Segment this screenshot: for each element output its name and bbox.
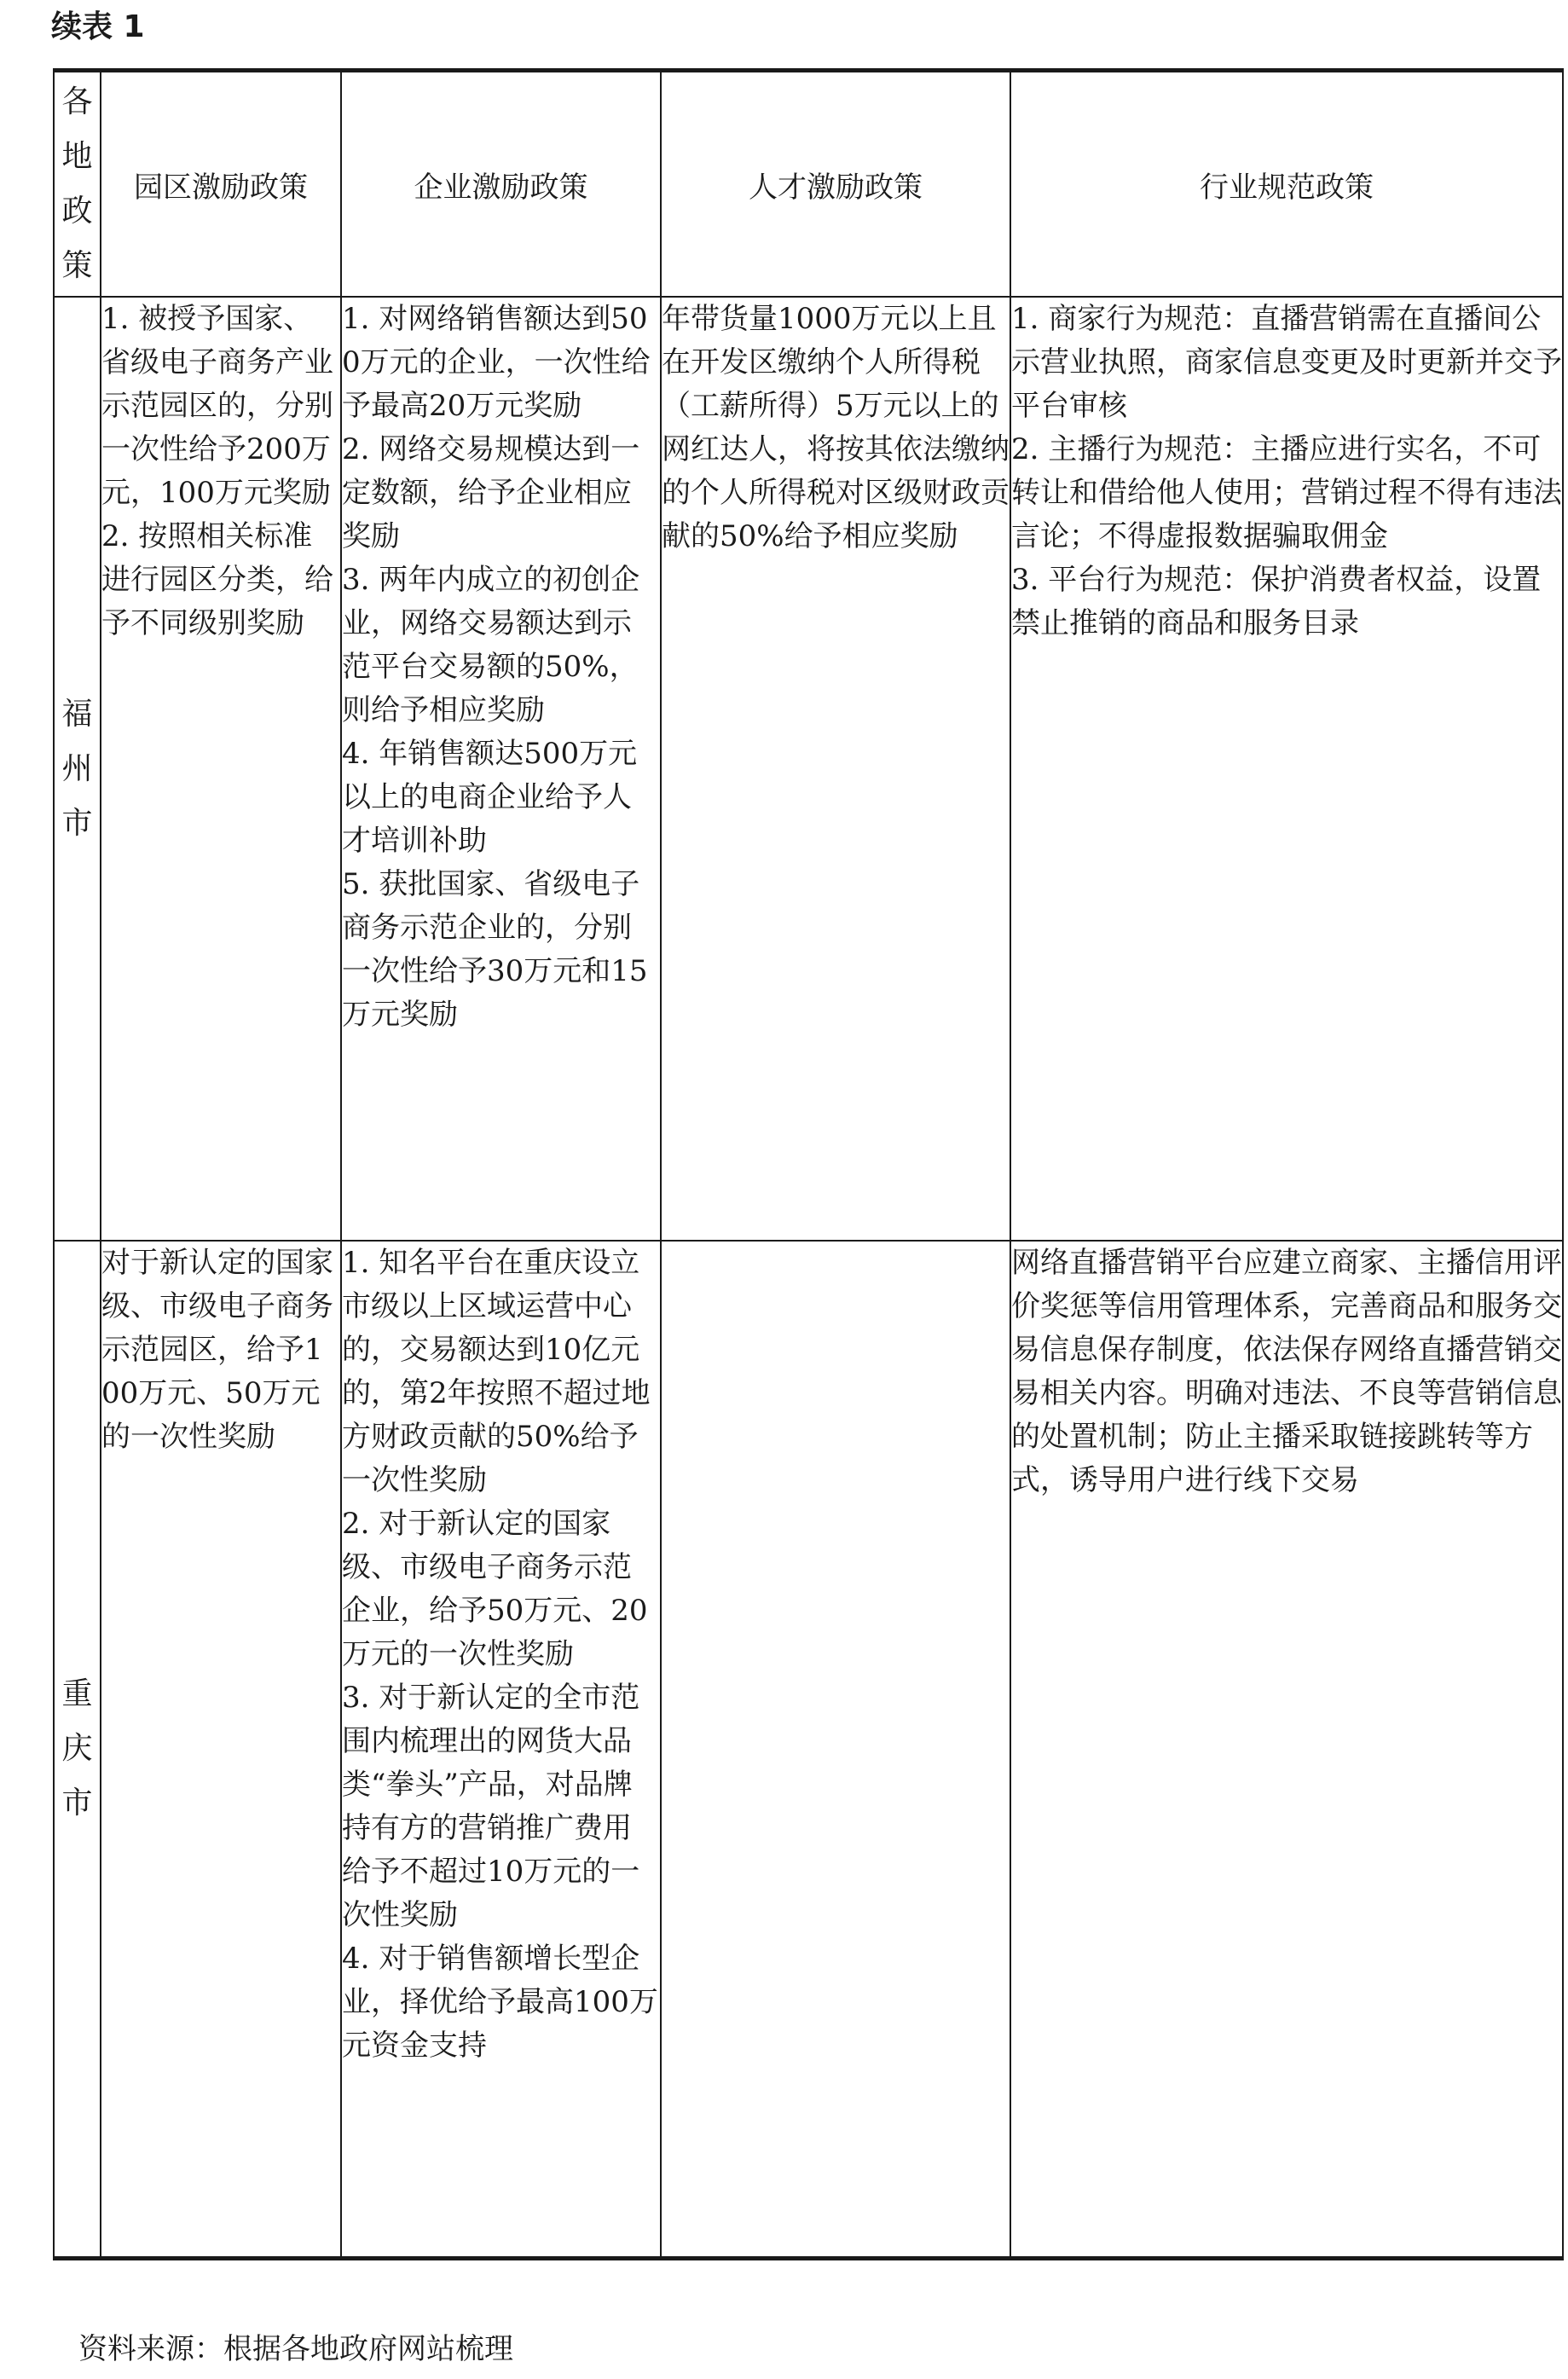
industry-policy-cell <box>1010 1241 1563 2259</box>
policy-item: 1. 知名平台在重庆设立市级以上区域运营中心的，交易额达到10亿元的，第2年按照不超过地方财政贡献的50%给予一次性奖励 <box>342 1246 651 1497</box>
header-region-policy: 各地政策 <box>54 71 101 298</box>
policy-item: 1. 被授予国家、省级电子商务产业示范园区的，分别一次性给予200万元，100万元奖励 <box>101 302 333 510</box>
park-policy-cell <box>101 297 341 1241</box>
header-talent-policy: 人才激励政策 <box>661 71 1010 298</box>
policy-item: 3. 两年内成立的初创企业，网络交易额达到示范平台交易额的50%，则给予相应奖励 <box>342 563 640 727</box>
header-enterprise-policy: 企业激励政策 <box>341 71 661 298</box>
policy-item: 3. 对于新认定的全市范围内梳理出的网货大品类“拳头”产品，对品牌持有方的营销推广费用给予不超过10万元的一次性奖励 <box>342 1681 640 1932</box>
table-row-chongqing <box>54 1241 1563 2259</box>
policy-item: 2. 对于新认定的国家级、市级电子商务示范企业，给予50万元、20万元的一次性奖励 <box>342 1507 648 1671</box>
policy-table <box>53 68 1564 2260</box>
header-industry-policy: 行业规范政策 <box>1010 71 1563 298</box>
talent-policy-cell <box>661 1241 1010 2259</box>
city-cell: 重庆市 <box>54 1241 101 2259</box>
enterprise-policy-cell <box>341 297 661 1241</box>
city-cell: 福州市 <box>54 297 101 1241</box>
policy-item: 3. 平台行为规范：保护消费者权益，设置禁止推销的商品和服务目录 <box>1011 563 1542 640</box>
header-row <box>54 71 1563 298</box>
policy-item: 年带货量1000万元以上且在开发区缴纳个人所得税（工薪所得）5万元以上的网红达人，将按其依法缴纳的个人所得税对区级财政贡献的50%给予相应奖励 <box>662 302 1010 553</box>
policy-item: 2. 按照相关标准进行园区分类，给予不同级别奖励 <box>101 519 333 640</box>
policy-item: 网络直播营销平台应建立商家、主播信用评价奖惩等信用管理体系，完善商品和服务交易信息保存制度，依法保存网络直播营销交易相关内容。明确对违法、不良等营销信息的处置机制；防止主播采取链接跳转等方式，诱导用户进行线下交易 <box>1011 1246 1562 1497</box>
policy-item: 2. 网络交易规模达到一定数额，给予企业相应奖励 <box>342 432 640 553</box>
park-policy-cell <box>101 1241 341 2259</box>
industry-policy-cell <box>1010 297 1563 1241</box>
table-row-fuzhou <box>54 297 1563 1241</box>
header-park-policy: 园区激励政策 <box>101 71 341 298</box>
talent-policy-cell <box>661 297 1010 1241</box>
policy-item: 5. 获批国家、省级电子商务示范企业的，分别一次性给予30万元和15万元奖励 <box>342 867 648 1032</box>
table-caption: 续表 1 <box>51 9 145 44</box>
policy-item: 对于新认定的国家级、市级电子商务示范园区，给予100万元、50万元的一次性奖励 <box>101 1246 333 1454</box>
policy-item: 2. 主播行为规范：主播应进行实名，不可转让和借给他人使用；营销过程不得有违法言论；不得虚报数据骗取佣金 <box>1011 432 1562 553</box>
policy-item: 4. 年销售额达500万元以上的电商企业给予人才培训补助 <box>342 737 638 858</box>
policy-item: 4. 对于销售额增长型企业，择优给予最高100万元资金支持 <box>342 1942 658 2063</box>
enterprise-policy-cell <box>341 1241 661 2259</box>
source-note: 资料来源：根据各地政府网站梳理 <box>78 2332 513 2366</box>
policy-item: 1. 商家行为规范：直播营销需在直播间公示营业执照，商家信息变更及时更新并交予平台审核 <box>1011 302 1562 423</box>
policy-item: 1. 对网络销售额达到500万元的企业，一次性给予最高20万元奖励 <box>342 302 651 423</box>
